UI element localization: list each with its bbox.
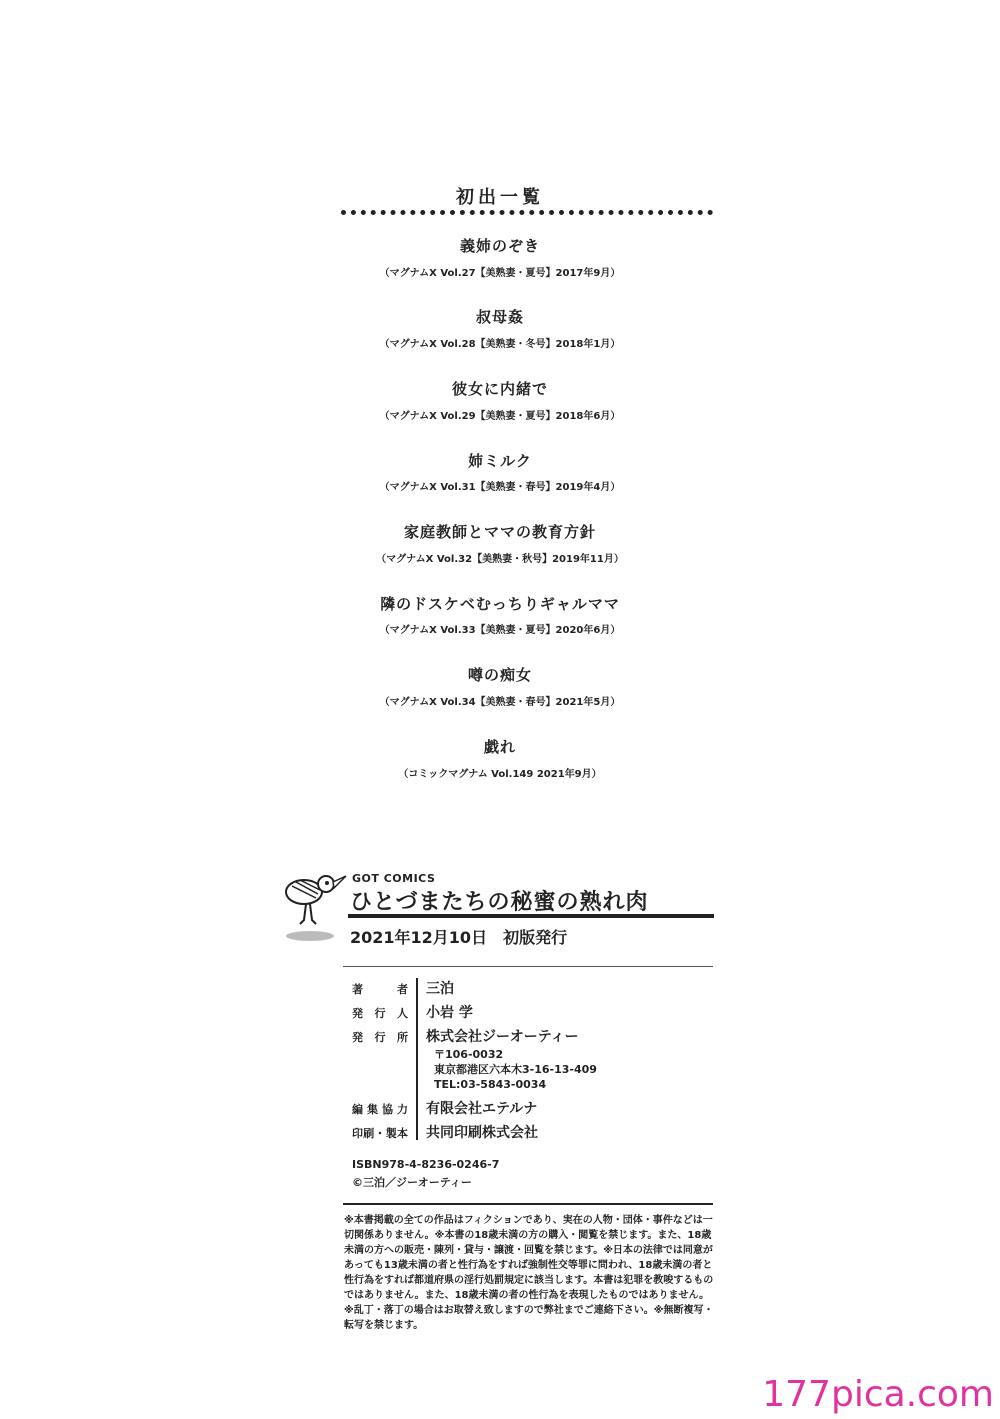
toc-title: 初出一覧	[456, 187, 544, 208]
entry-title: 叔母姦	[475, 308, 524, 326]
entry-title: 隣のドスケベむっちりギャルママ	[380, 595, 620, 613]
notice-rule	[343, 1203, 713, 1205]
bird-logo-icon	[282, 862, 350, 946]
entry-title: 義姉のぞき	[459, 237, 540, 255]
toc-dotted-divider	[341, 210, 713, 215]
entry-title: 彼女に内緒で	[451, 380, 548, 398]
entry-source: （マグナムX Vol.33【美熟妻・夏号】2020年6月）	[379, 625, 621, 636]
publisher-label: 発行所	[352, 1031, 408, 1044]
printing-company: 共同印刷株式会社	[426, 1125, 538, 1141]
entry-source: （マグナムX Vol.28【美熟妻・冬号】2018年1月）	[379, 339, 621, 350]
isbn: ISBN978-4-8236-0246-7	[352, 1158, 500, 1171]
editing-company: 有限会社エテルナ	[426, 1101, 538, 1117]
entry-title: 噂の痴女	[467, 666, 532, 684]
entry-source: （マグナムX Vol.29【美熟妻・夏号】2018年6月）	[379, 411, 621, 422]
address-line: 東京都港区六本木3-16-13-409	[434, 1063, 597, 1076]
entry-title: 戯れ	[483, 738, 516, 756]
postal-code: 〒106-0032	[434, 1048, 504, 1061]
entry-source: （マグナムX Vol.31【美熟妻・春号】2019年4月）	[379, 482, 621, 493]
entry-title: 姉ミルク	[468, 452, 532, 470]
credits-vertical-rule	[416, 978, 418, 1140]
entry-source: （マグナムX Vol.32【美熟妻・秋号】2019年11月）	[376, 554, 624, 565]
publisher-person-name: 小岩 学	[426, 1005, 473, 1021]
entry-source: （コミックマグナム Vol.149 2021年9月）	[398, 769, 602, 780]
publisher-name: 株式会社ジーオーティー	[426, 1029, 579, 1045]
title-rule	[348, 914, 714, 918]
author-label: 著 者	[352, 983, 408, 996]
publication-date: 2021年12月10日 初版発行	[350, 928, 568, 947]
series-label: GOT COMICS	[352, 872, 436, 885]
book-title: ひとづまたちの秘蜜の熟れ肉	[350, 890, 649, 915]
phone-number: TEL:03-5843-0034	[434, 1078, 547, 1091]
entry-title: 家庭教師とママの教育方針	[403, 523, 596, 541]
editing-label: 編集協力	[352, 1103, 408, 1116]
printing-label: 印刷・製本	[352, 1127, 408, 1140]
watermark: 177pica.com	[762, 1374, 994, 1415]
copyright: ©三泊／ジーオーティー	[352, 1176, 472, 1189]
entry-source: （マグナムX Vol.34【美熟妻・春号】2021年5月）	[379, 697, 621, 708]
author-name: 三泊	[426, 981, 454, 997]
legal-notice: ※本書掲載の全ての作品はフィクションであり、実在の人物・団体・事件などは一切関係ありません。※本書の18歳未満の方の購入・閲覧を禁じます。また、18歳未満の方への販売・陳列・貸与・譲渡・回覧を禁じます。※日本の法律では同意があっても13歳未満の者と性行為をすれば強制性交等罪に問われ、18歳未満の者と性行為をすれば都道府県の淫行処罰規定に該当します。本書は犯罪を教唆するものではありません。また、18歳未満の者の性行為を表現したものではありません。※乱丁・落丁の場合はお取替え致しますので弊社までご連絡下さい。※無断複写・転写を禁じます。	[344, 1215, 714, 1331]
credits-rule	[343, 966, 713, 967]
publisher-person-label: 発行人	[352, 1007, 408, 1020]
entry-source: （マグナムX Vol.27【美熟妻・夏号】2017年9月）	[379, 268, 621, 279]
